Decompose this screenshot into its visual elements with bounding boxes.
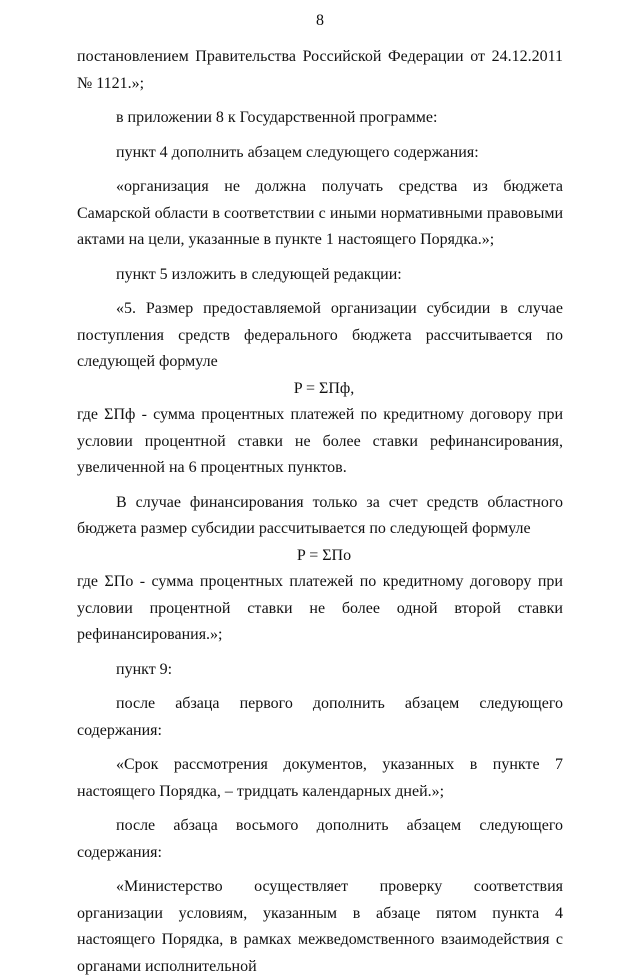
- formula-regional: P = ΣПо: [296, 546, 352, 564]
- document-body: [77, 44, 563, 980]
- paragraph-formula-federal-definition: где ΣПф - сумма процентных платежей по кредитному договору при условии процентной ставки не более ставки рефинансирования, увеличенной на 6 процентных пунктов.: [77, 406, 563, 476]
- page-number: 8: [316, 12, 324, 29]
- paragraph-review-period: «Срок рассмотрения документов, указанных в пункте 7 настоящего Порядка, – тридцать календарных дней.»;: [77, 756, 563, 800]
- paragraph-appendix-8: в приложении 8 к Государственной программе:: [116, 109, 438, 126]
- paragraph-item-4: пункт 4 дополнить абзацем следующего содержания:: [116, 143, 479, 161]
- paragraph-after-first: после абзаца первого дополнить абзацем следующего содержания:: [77, 695, 563, 739]
- paragraph-item-5-text: «5. Размер предоставляемой организации субсидии в случае поступления средств федерального бюджета рассчитывается по следующей формуле: [77, 300, 563, 370]
- paragraph-formula-regional-definition: где ΣПо - сумма процентных платежей по кредитному договору при условии процентной ставки не более одной второй ставки рефинансирования.»;: [77, 573, 563, 643]
- formula-federal: P = ΣПф,: [293, 379, 355, 397]
- paragraph-item-5: пункт 5 изложить в следующей редакции:: [116, 265, 402, 283]
- paragraph-item-4-text: «организация не должна получать средства из бюджета Самарской области в соответствии с иными нормативными правовыми актами на цели, указанные в пункте 1 настоящего Порядка.»;: [77, 178, 563, 248]
- paragraph-item-9: пункт 9:: [116, 660, 173, 678]
- paragraph-continuation: постановлением Правительства Российской Федерации от 24.12.2011 № 1121.»;: [77, 48, 563, 92]
- paragraph-regional-financing: В случае финансирования только за счет средств областного бюджета размер субсидии рассчитывается по следующей формуле: [77, 493, 563, 537]
- paragraph-ministry-check: «Министерство осуществляет проверку соответствия организации условиям, указанным в абзаце пятом пункта 4 настоящего Порядка, в рамках межведомственного взаимодействия с органами исполнительной: [77, 878, 563, 975]
- paragraph-after-eighth: после абзаца восьмого дополнить абзацем следующего содержания:: [77, 817, 563, 861]
